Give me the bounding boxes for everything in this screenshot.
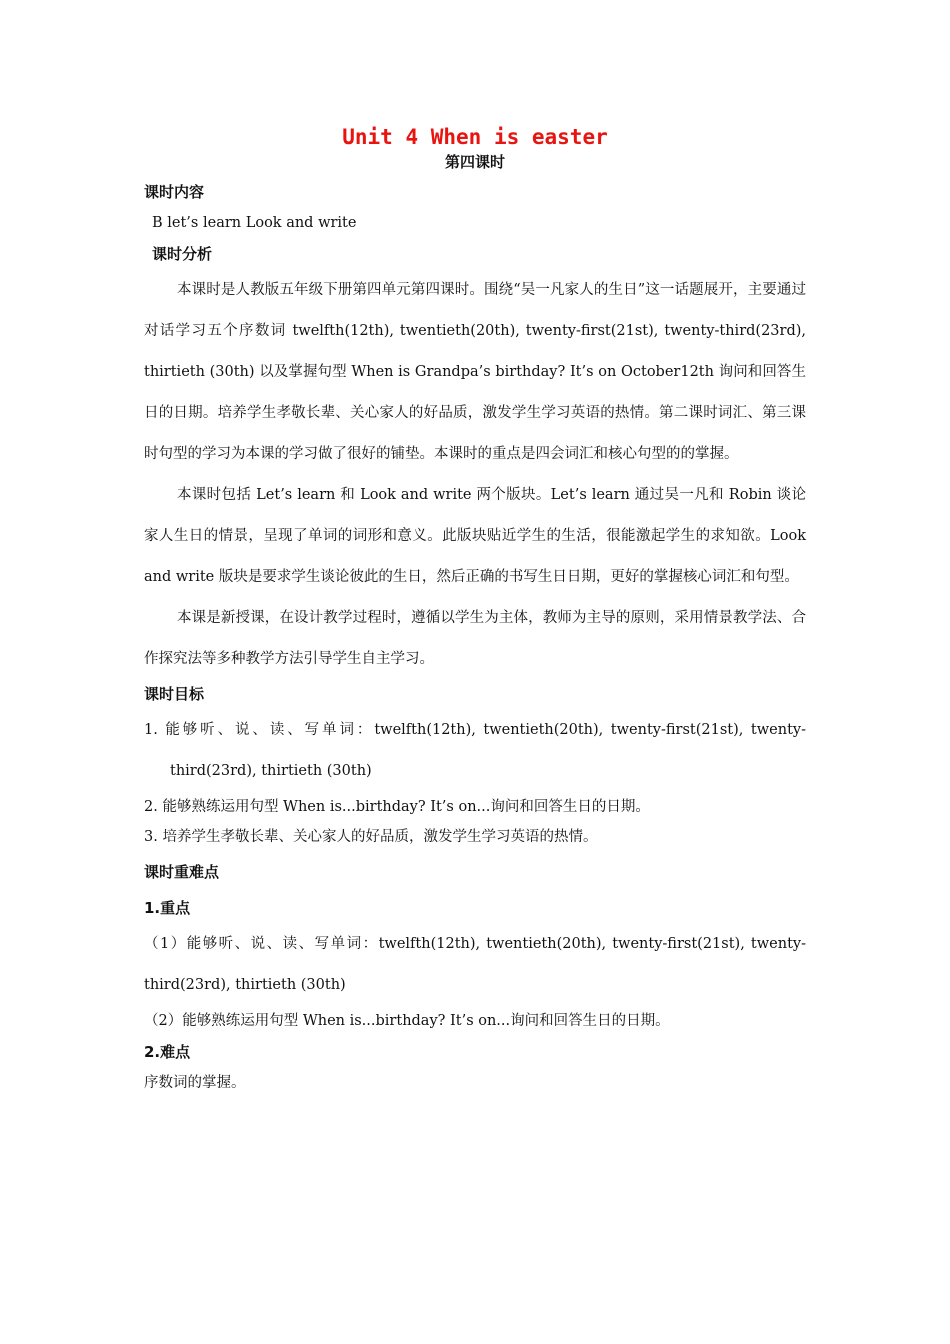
key-point-1: （1）能够听、说、读、写单词：twelfth(12th), twentieth(20th), twenty-first(21st), twenty-third(23rd), thirtieth (30th) [144,936,806,993]
lesson-subtitle: 第四课时 [444,153,505,171]
lesson-content-text: B let’s learn Look and write [152,215,357,231]
key-point-2: （2）能够熟练运用句型 When is...birthday? It’s on...询问和回答生日的日期。 [144,1013,670,1029]
difficult-point-text: 序数词的掌握。 [144,1075,246,1091]
analysis-paragraph-3: 本课是新授课，在设计教学过程时，遵循以学生为主体，教师为主导的原则，采用情景教学法、合作探究法等多种教学方法引导学生自主学习。 [144,610,806,667]
spacer [144,882,806,888]
goal-item-2: 2. 能够熟练运用句型 When is...birthday? It’s on...询问和回答生日的日期。 [144,799,650,815]
heading-key-difficult-points: 课时重难点 [144,863,220,881]
document-title: Unit 4 When is easter [342,125,608,149]
heading-difficult-points: 2.难点 [144,1043,191,1061]
goal-item-3: 3. 培养学生孝敬长辈、关心家人的好品质，激发学生学习英语的热情。 [144,829,598,845]
heading-lesson-analysis: 课时分析 [152,245,213,263]
heading-key-points: 1.重点 [144,899,191,917]
heading-lesson-content: 课时内容 [144,183,205,201]
heading-lesson-goals: 课时目标 [144,685,205,703]
document-page [144,122,806,1098]
analysis-paragraph-2: 本课时包括 Let’s learn 和 Look and write 两个版块。Let’s learn 通过吴一凡和 Robin 谈论家人生日的情景，呈现了单词的词形和意义。此版块贴近学生的生活，很能激起学生的求知欲。Look and write 版块是要求学生谈论彼此的生日，然后正确的书写生日日期，更好的掌握核心词汇和句型。 [144,487,806,585]
analysis-paragraph-1: 本课时是人教版五年级下册第四单元第四课时。围绕“吴一凡家人的生日”这一话题展开，主要通过对话学习五个序数词 twelfth(12th), twentieth(20th), twenty-first(21st), twenty-third(23rd), thirtieth (30th) 以及掌握句型 When is Grandpa’s birthday? It’s on October12th 询问和回答生日的日期。培养学生孝敬长辈、关心家人的好品质，激发学生学习英语的热情。第二课时词汇、第三课时句型的学习为本课的学习做了很好的铺垫。本课时的重点是四会词汇和核心句型的的掌握。 [144,282,806,462]
goal-item-1: 1. 能够听、说、读、写单词：twelfth(12th), twentieth(20th), twenty-first(21st), twenty-third(23rd), thirtieth (30th) [144,722,806,779]
